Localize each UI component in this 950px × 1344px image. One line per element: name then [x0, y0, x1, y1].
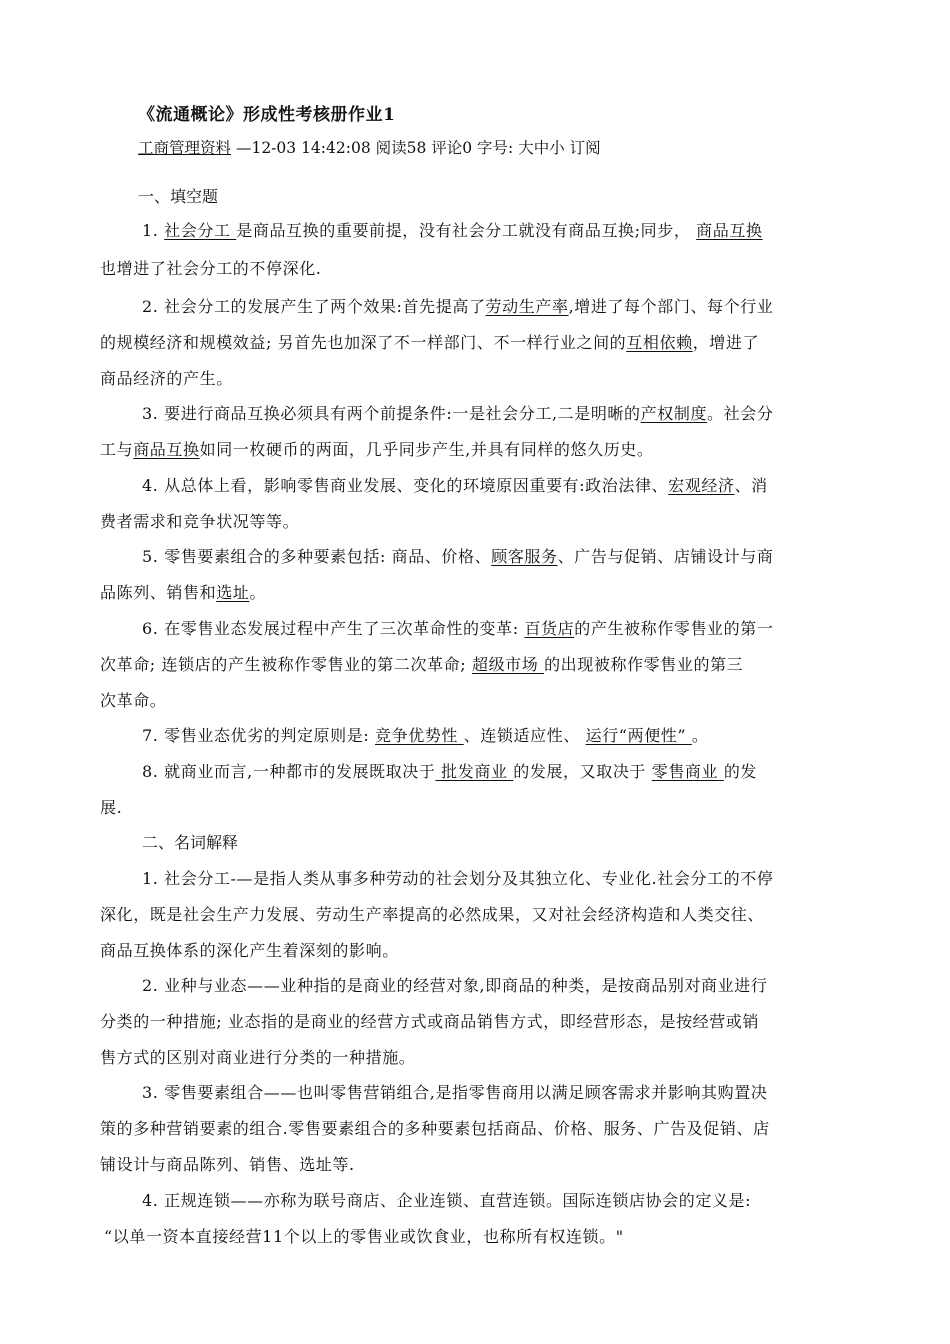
paragraph-line: “以单一资本直接经营11个以上的零售业或饮食业，也称所有权连锁。" — [104, 1227, 624, 1246]
paragraph-line: 2. 业种与业态——业种指的是商业的经营对象,即商品的种类，是按商品别对商业进行 — [142, 976, 768, 995]
paragraph-line: 3. 要进行商品互换必须具有两个前提条件:一是社会分工,二是明晰的产权制度。社会分 — [142, 404, 774, 423]
paragraph-line: 深化，既是社会生产力发展、劳动生产率提高的必然成果，又对社会经济构造和人类交往、 — [100, 905, 765, 924]
paragraph-line: 6. 在零售业态发展过程中产生了三次革命性的变革: 百货店的产生被称作零售业的第一 — [142, 619, 774, 638]
paragraph-line: 1. 社会分工-—是指人类从事多种劳动的社会划分及其独立化、专业化.社会分工的不停 — [142, 869, 774, 888]
paragraph-line: 费者需求和竞争状况等等。 — [100, 512, 300, 531]
paragraph-line: 品陈列、销售和选址。 — [100, 583, 267, 602]
paragraph-line: 2. 社会分工的发展产生了两个效果:首先提高了劳动生产率,增进了每个部门、每个行业 — [142, 297, 774, 316]
paragraph-line: 展. — [100, 798, 123, 817]
section-heading-fill-blank: 一、填空题 — [138, 187, 219, 206]
meta-info: —12-03 14:42:08 阅读58 评论0 字号: 大中小 订阅 — [235, 139, 601, 157]
paragraph-line: 商品经济的产生。 — [100, 369, 233, 388]
paragraph-line: 5. 零售要素组合的多种要素包括: 商品、价格、顾客服务、广告与促销、店铺设计与商 — [142, 547, 774, 566]
source-link[interactable]: 工商管理资料 — [138, 139, 232, 157]
paragraph-line: 次革命; 连锁店的产生被称作零售业的第二次革命; 超级市场 的出现被称作零售业的第三 — [100, 655, 744, 674]
paragraph-line: 7. 零售业态优劣的判定原则是: 竞争优势性 、连锁适应性、 运行“两便性” 。 — [142, 726, 709, 745]
paragraph-line: 商品互换体系的深化产生着深刻的影响。 — [100, 941, 399, 960]
paragraph-line: 4. 正规连锁——亦称为联号商店、企业连锁、直营连锁。国际连锁店协会的定义是: — [142, 1191, 752, 1210]
paragraph-line: 铺设计与商品陈列、销售、选址等. — [100, 1155, 355, 1174]
paragraph-line: 分类的一种措施; 业态指的是商业的经营方式或商品销售方式，即经营形态，是按经营或销 — [100, 1012, 760, 1031]
paragraph-line: 工与商品互换如同一枚硬币的两面，几乎同步产生,并具有同样的悠久历史。 — [100, 440, 654, 459]
document-title: 《流通概论》形成性考核册作业1 — [138, 105, 396, 125]
paragraph-line: 售方式的区别对商业进行分类的一种措施。 — [100, 1048, 416, 1067]
paragraph-line: 也增进了社会分工的不停深化. — [100, 259, 322, 278]
paragraph-line: 次革命。 — [100, 691, 167, 710]
paragraph-line: 3. 零售要素组合——也叫零售营销组合,是指零售商用以满足顾客需求并影响其购置决 — [142, 1083, 768, 1102]
paragraph-line: 4. 从总体上看，影响零售商业发展、变化的环境原因重要有:政治法律、宏观经济、消 — [142, 476, 768, 495]
paragraph-line: 8. 就商业而言,一种都市的发展既取决于 批发商业 的发展，又取决于 零售商业 的发 — [142, 762, 758, 781]
paragraph-line: 1. 社会分工 是商品互换的重要前提，没有社会分工就没有商品互换;同步， 商品互换 — [142, 221, 763, 240]
paragraph-line: 的规模经济和规模效益; 另首先也加深了不一样部门、不一样行业之间的互相依赖，增进了 — [100, 333, 760, 352]
paragraph-line: 策的多种营销要素的组合.零售要素组合的多种要素包括商品、价格、服务、广告及促销、店 — [100, 1119, 770, 1138]
section-heading-terms: 二、名词解释 — [142, 833, 239, 852]
article-meta — [138, 136, 601, 158]
